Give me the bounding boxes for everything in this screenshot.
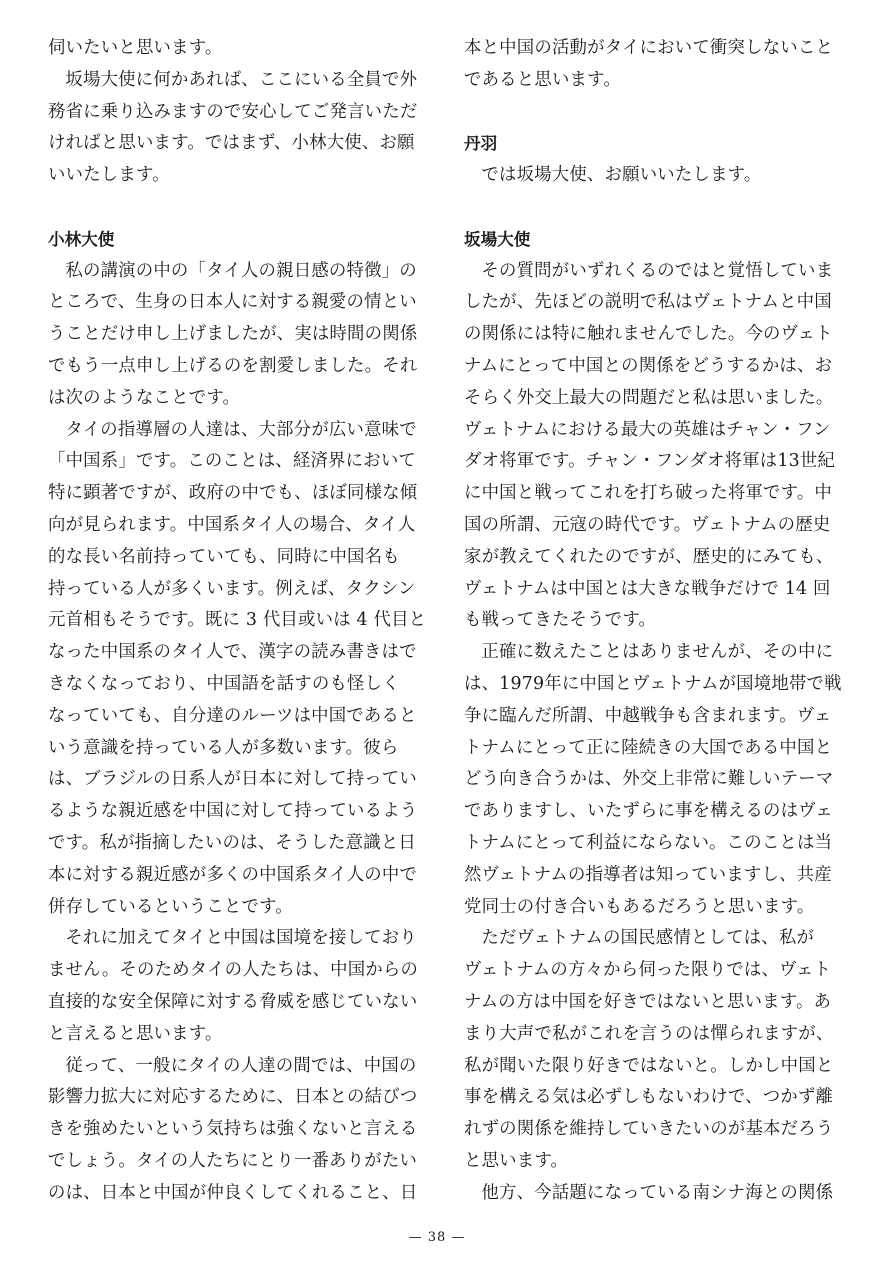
text-line: その質問がいずれくるのではと覚悟していま (481, 260, 834, 281)
text-line: 持っている人が多くいます。例えば、タクシン (48, 578, 416, 599)
left-column (48, 33, 427, 1209)
right-column (464, 33, 842, 1209)
text-line: ヴェトナムは中国とは大きな戦争だけで 14 回 (464, 578, 831, 599)
text-line: では坂場大使、お願いいたします。 (481, 165, 762, 186)
text-line: ヴェトナムにおける最大の英雄はチャン・フン (464, 419, 831, 440)
text-line: 影響力拡大に対応するために、日本との結びつ (48, 1087, 418, 1108)
text-line: 争に臨んだ所謂、中越戦争も含まれます。ヴェ (464, 705, 832, 726)
page-number: — 38 — (408, 1230, 466, 1245)
speaker-name: 坂場大使 (464, 229, 531, 249)
text-line: と言えると思います。 (48, 1023, 223, 1044)
text-line: 元首相もそうです。既に 3 代目或いは 4 代目と (48, 610, 427, 631)
text-line: でしょう。タイの人たちにとり一番ありがたい (48, 1150, 418, 1171)
text-line: 向が見られます。中国系タイ人の場合、タイ人 (48, 514, 416, 535)
text-line: タイの指導層の人達は、大部分が広い意味で (65, 419, 417, 440)
text-line: も戦ってきたそうです。 (464, 610, 657, 631)
text-line: 事を構える気は必ずしもないわけで、つかず離 (464, 1087, 834, 1108)
text-line: 他方、今話題になっている南シナ海との関係 (481, 1182, 834, 1203)
text-line: いう意識を持っている人が多数います。彼ら (48, 737, 399, 758)
text-line: 特に顕著ですが、政府の中でも、ほぼ同様な傾 (48, 483, 418, 504)
text-line: 坂場大使に何かあれば、ここにいる全員で外 (65, 69, 418, 90)
text-line: ません。そのためタイの人たちは、中国からの (48, 960, 419, 981)
text-line: のは、日本と中国が仲良くしてくれること、日 (48, 1182, 418, 1203)
text-line: です。私が指摘したいのは、そうした意識と日 (48, 832, 417, 853)
text-line: 国の所謂、元寇の時代です。ヴェトナムの歴史 (464, 514, 831, 535)
text-line: ところで、生身の日本人に対する親愛の情とい (48, 292, 417, 313)
text-line: ナムの方は中国を好きではないと思います。あ (464, 991, 832, 1012)
text-line: るような親近感を中国に対して持っているよう (48, 801, 418, 822)
text-line: 伺いたいと思います。 (48, 38, 223, 58)
text-line: まり大声で私がこれを言うのは憚られますが、 (464, 1023, 834, 1044)
text-line: 私の講演の中の「タイ人の親日感の特徴」の (65, 260, 417, 281)
text-line: きを強めたいという気持ちは強くないと言える (48, 1119, 418, 1140)
text-line: の関係には特に触れませんでした。今のヴェト (464, 324, 833, 345)
text-line: は、1979年に中国とヴェトナムが国境地帯で戦 (464, 673, 842, 694)
text-line: トナムにとって利益にならない。このことは当 (464, 832, 833, 853)
text-line: うことだけ申し上げましたが、実は時間の関係 (48, 324, 418, 345)
text-line: に中国と戦ってこれを打ち破った将軍です。中 (464, 483, 833, 504)
text-line: 然ヴェトナムの指導者は知っていますし、共産 (464, 864, 832, 885)
left-spacer (48, 192, 412, 224)
text-line: 務省に乗り込みますので安心してご発言いただ (48, 101, 418, 122)
text-line: は次のようなことです。 (48, 387, 241, 408)
text-line: なっていても、自分達のルーツは中国であると (48, 705, 417, 726)
text-line: 正確に数えたことはありませんが、その中に (481, 642, 834, 663)
text-line: 的な長い名前持っていても、同時に中国名も (48, 546, 400, 567)
text-line: そらく外交上最大の問題だと私は思いました。 (464, 387, 834, 408)
text-line: 併存しているということです。 (48, 896, 293, 917)
text-line: であると思います。 (464, 69, 621, 90)
speaker-name: 小林大使 (48, 229, 115, 249)
text-line: トナムにとって正に陸続きの大国である中国と (464, 737, 833, 758)
text-line: と思います。 (464, 1150, 569, 1171)
text-line: いいたします。 (48, 165, 170, 186)
text-line: でもう一点申し上げるのを割愛しました。それ (48, 355, 418, 376)
right-spacer (464, 192, 828, 224)
text-line: ダオ将軍です。チャン・フンダオ将軍は13世紀 (464, 451, 836, 472)
text-line: きなくなっており、中国語を話すのも怪しく (48, 673, 400, 694)
text-line: ヴェトナムの方々から伺った限りでは、ヴェト (464, 960, 832, 981)
text-line: したが、先ほどの説明で私はヴェトナムと中国 (464, 292, 832, 313)
text-line: 本に対する親近感が多くの中国系タイ人の中で (48, 864, 418, 885)
text-line: なった中国系のタイ人で、漢字の読み書きはで (48, 642, 417, 663)
text-line: ければと思います。ではまず、小林大使、お願 (48, 133, 415, 154)
text-line: ナムにとって中国との関係をどうするかは、お (464, 355, 833, 376)
text-line: 党同士の付き合いもあるだろうと思います。 (464, 896, 815, 917)
text-line: は、ブラジルの日系人が日本に対して持ってい (48, 769, 417, 790)
text-line: でありますし、いたずらに事を構えるのはヴェ (464, 801, 833, 822)
right-spacer (464, 97, 828, 129)
text-line: 「中国系」です。このことは、経済界において (48, 451, 417, 472)
speaker-name: 丹羽 (464, 134, 498, 154)
text-line: 直接的な安全保障に対する脅威を感じていない (48, 991, 418, 1012)
text-line: ただヴェトナムの国民感情としては、私が (481, 928, 815, 949)
text-line: それに加えてタイと中国は国境を接しており (65, 928, 417, 949)
text-line: 私が聞いた限り好きではないと。しかし中国と (464, 1055, 834, 1076)
text-line: 家が教えてくれたのですが、歴史的にみても、 (464, 546, 834, 567)
text-line: どう向き合うかは、外交上非常に難しいテーマ (464, 769, 834, 790)
text-line: 従って、一般にタイの人達の間では、中国の (65, 1055, 417, 1076)
text-line: 本と中国の活動がタイにおいて衝突しないこと (464, 38, 834, 58)
text-line: れずの関係を維持していきたいのが基本だろう (464, 1119, 834, 1140)
